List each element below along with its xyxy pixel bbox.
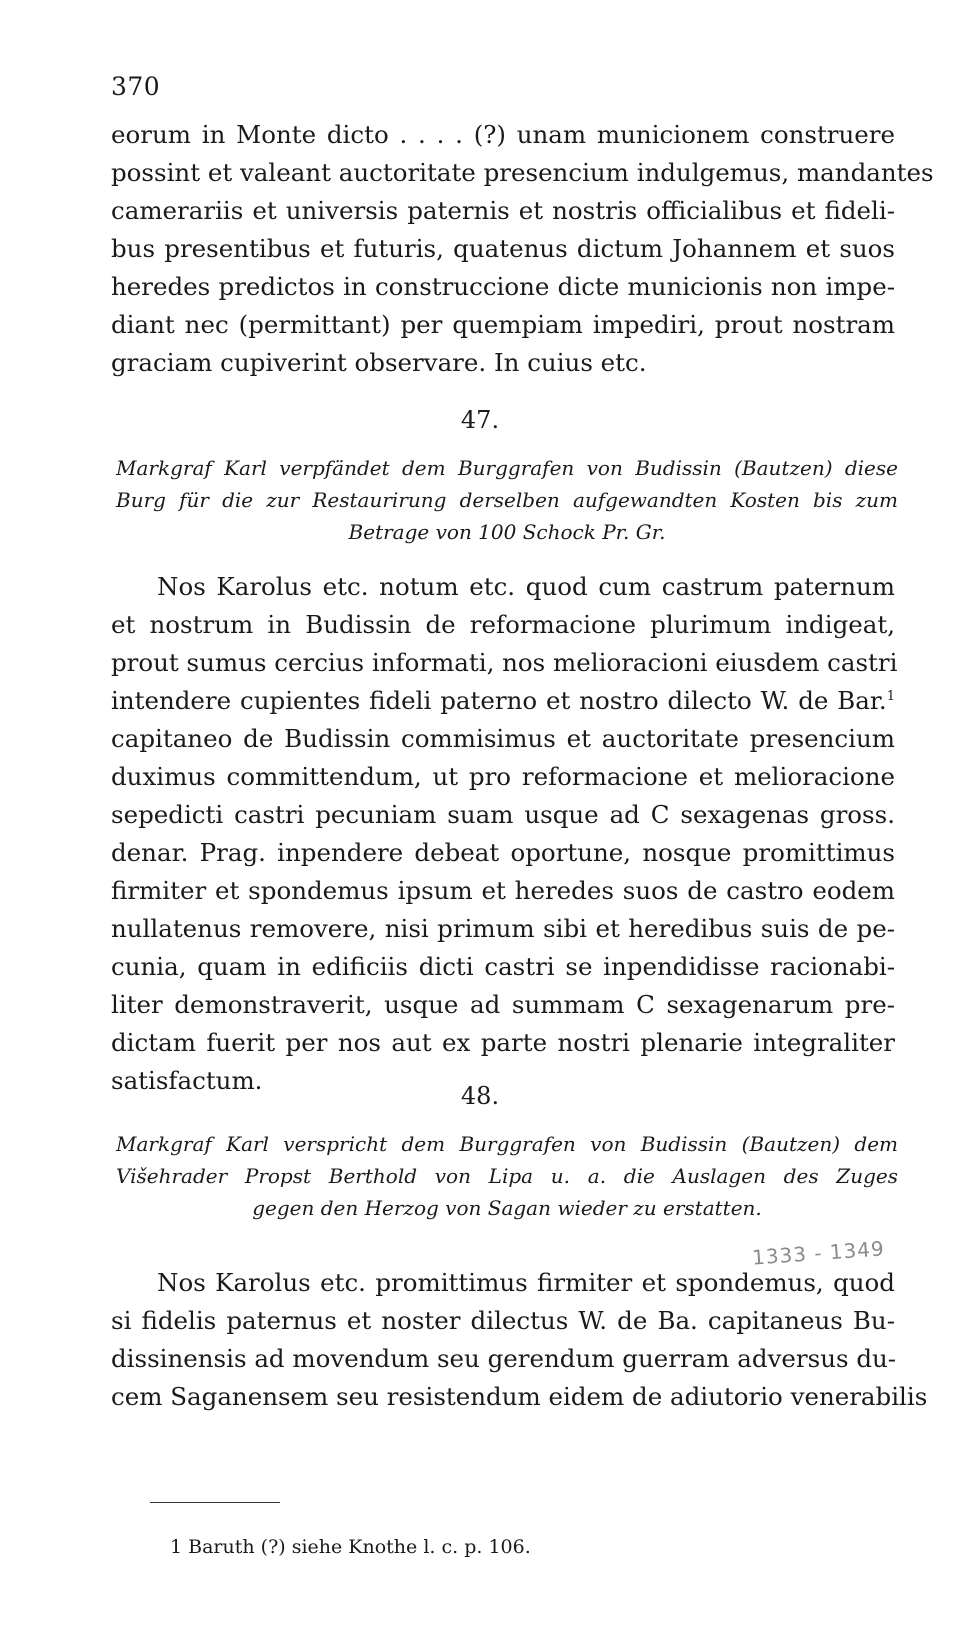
text-line: diant nec (permittant) per quempiam impediri, prout nostram: [111, 310, 895, 339]
heading-line: Višehrader Propst Berthold von Lipa u. a. die Auslagen des Zuges: [116, 1164, 898, 1188]
document-number-47: 47.: [460, 406, 500, 434]
text-line: nullatenus removere, nisi primum sibi et heredibus suis de pe-: [111, 914, 895, 943]
heading-line: Markgraf Karl verspricht dem Burggrafen von Budissin (Bautzen) dem: [116, 1132, 898, 1156]
document-48-body: [111, 1264, 928, 1416]
footnote: [170, 1536, 531, 1558]
heading-line: Markgraf Karl verpfändet dem Burggrafen von Budissin (Bautzen) diese: [116, 456, 898, 480]
text-line: bus presentibus et futuris, quatenus dictum Johannem et suos: [111, 234, 895, 263]
heading-line: Burg für die zur Restaurirung derselben aufgewandten Kosten bis zum: [116, 488, 898, 512]
footnote-marker: 1: [170, 1536, 183, 1558]
text-line-content: intendere cupientes fideli paterno et nostro dilecto W. de Bar.: [111, 686, 887, 715]
text-line: si fidelis paternus et noster dilectus W. de Ba. capitaneus Bu-: [111, 1306, 895, 1335]
text-line: graciam cupiverint observare. In cuius etc.: [111, 348, 647, 377]
footnote-text: Baruth (?) siehe Knothe l. c. p. 106.: [188, 1536, 531, 1558]
document-number-48: 48.: [460, 1082, 500, 1110]
text-line: firmiter et spondemus ipsum et heredes suos de castro eodem: [111, 876, 895, 905]
handwritten-date-note: 1333 - 1349: [751, 1236, 886, 1270]
document-48-heading: [116, 1128, 898, 1224]
text-line: dissinensis ad movendum seu gerendum guerram adversus du-: [111, 1344, 897, 1373]
text-line: eorum in Monte dicto . . . . (?) unam municionem construere: [111, 120, 895, 149]
page-number: 370: [111, 72, 161, 101]
text-line: sepedicti castri pecuniam suam usque ad C sexagenas gross.: [111, 800, 895, 829]
text-line: camerariis et universis paternis et nostris officialibus et fideli-: [111, 196, 895, 225]
document-47-body: [111, 568, 898, 1100]
text-line: cem Saganensem seu resistendum eidem de adiutorio venerabilis: [111, 1382, 928, 1411]
document-47-heading: [116, 452, 898, 548]
text-line: [111, 682, 895, 720]
text-line: dictam fuerit per nos aut ex parte nostri plenarie integraliter: [111, 1028, 895, 1057]
text-line: prout sumus cercius informati, nos melioracioni eiusdem castri: [111, 648, 898, 677]
text-line: satisfactum.: [111, 1066, 263, 1095]
text-line: Nos Karolus etc. notum etc. quod cum castrum paternum: [157, 572, 895, 601]
text-line: duximus committendum, ut pro reformacione et melioracione: [111, 762, 895, 791]
footnote-reference: 1: [886, 688, 895, 704]
text-line: heredes predictos in construccione dicte municionis non impe-: [111, 272, 895, 301]
footnote-divider: [150, 1502, 280, 1503]
heading-line: gegen den Herzog von Sagan wieder zu erstatten.: [252, 1196, 762, 1220]
text-line: Nos Karolus etc. promittimus firmiter et spondemus, quod: [157, 1268, 895, 1297]
text-line: possint et valeant auctoritate presencium indulgemus, mandantes: [111, 158, 934, 187]
text-line: et nostrum in Budissin de reformacione plurimum indigeat,: [111, 610, 895, 639]
text-line: liter demonstraverit, usque ad summam C sexagenarum pre-: [111, 990, 895, 1019]
intro-paragraph: [111, 116, 934, 382]
text-line: denar. Prag. inpendere debeat oportune, nosque promittimus: [111, 838, 895, 867]
text-line: capitaneo de Budissin commisimus et auctoritate presencium: [111, 724, 895, 753]
text-line: cunia, quam in edificiis dicti castri se inpendidisse racionabi-: [111, 952, 895, 981]
heading-line: Betrage von 100 Schock Pr. Gr.: [348, 520, 666, 544]
